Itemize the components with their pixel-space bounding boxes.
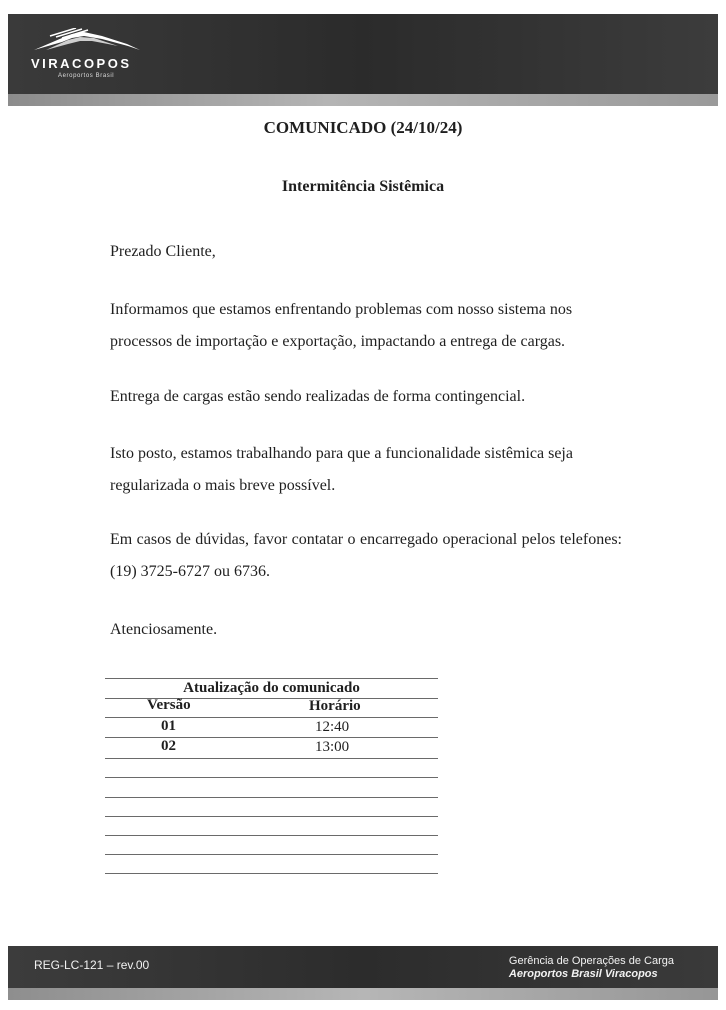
table-rule [105, 678, 438, 679]
table-rule [105, 777, 438, 778]
column-header-version: Versão [147, 697, 191, 713]
document-title: COMUNICADO (24/10/24) [263, 118, 463, 137]
table-row-version: 01 [161, 718, 176, 734]
header-strip [8, 94, 718, 106]
logo-subtitle: Aeroportos Brasil [58, 73, 115, 79]
footer-department-block [509, 955, 674, 981]
table-rule [105, 873, 438, 874]
footer-strip [8, 988, 718, 1000]
table-rule [105, 758, 438, 759]
paragraph-contingency: Entrega de cargas estão sendo realizadas de forma contingencial. [110, 388, 526, 405]
table-rule [105, 797, 438, 798]
table-rule [105, 816, 438, 817]
table-row-time: 13:00 [315, 739, 350, 755]
table-rule [105, 854, 438, 855]
table-row-time: 12:40 [315, 719, 350, 735]
department-name: Gerência de Operações de Carga [508, 955, 674, 967]
table-rule [105, 737, 438, 738]
closing: Atenciosamente. [110, 621, 218, 638]
paragraph-problem: Informamos que estamos enfrentando problemas com nosso sistema nos processos de importação e exportação, impactando a entrega de cargas. [110, 301, 573, 350]
paragraph-regularization: Isto posto, estamos trabalhando para que a funcionalidade sistêmica seja regularizada o mais breve possível. [110, 445, 573, 494]
greeting: Prezado Cliente, [110, 243, 216, 260]
table-title: Atualização do comunicado [183, 680, 360, 696]
table-row-version: 02 [161, 738, 176, 754]
airport-roof-logo-icon [32, 28, 142, 54]
logo-name: VIRACOPOS [31, 56, 132, 71]
table-rule [105, 717, 438, 718]
organization-name: Aeroportos Brasil Viracopos [508, 968, 658, 980]
paragraph-contact: Em casos de dúvidas, favor contatar o encarregado operacional pelos telefones: (19) 3725-6727 ou 6736. [110, 531, 622, 580]
form-code: REG-LC-121 – rev.00 [34, 958, 150, 972]
document-subtitle: Intermitência Sistêmica [281, 178, 445, 195]
viracopos-logo [28, 26, 148, 90]
table-rule [105, 835, 438, 836]
column-header-time: Horário [309, 698, 361, 714]
